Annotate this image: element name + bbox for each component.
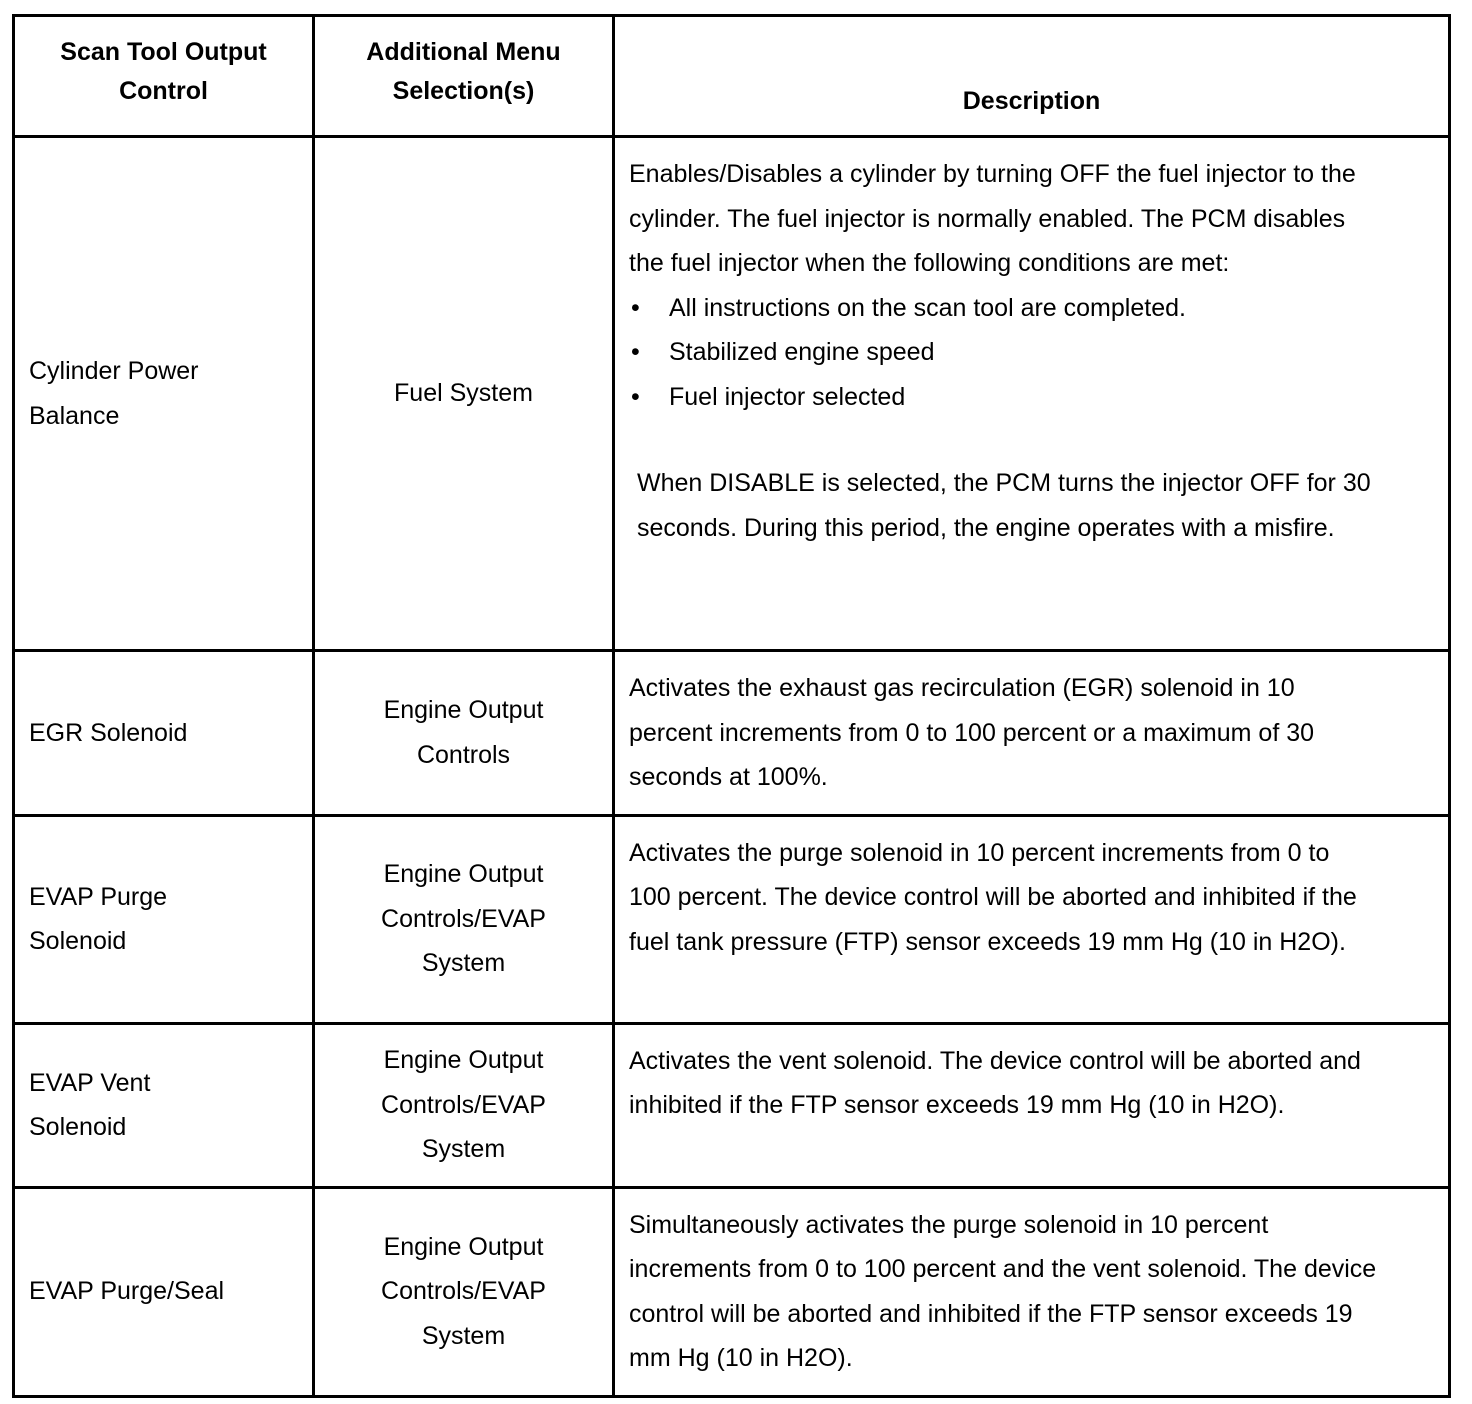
control-cell: EVAP Purge Solenoid (14, 815, 314, 1023)
list-item: • All instructions on the scan tool are completed. (629, 286, 1378, 331)
bullet-icon: • (631, 293, 640, 322)
description-cell: Activates the purge solenoid in 10 percent increments from 0 to 100 percent. The device control will be aborted and inhibited if the fuel tank pressure (FTP) sensor exceeds 19 mm Hg (10 in H2O). (614, 815, 1450, 1023)
output-controls-table (12, 14, 1451, 1398)
header-menu: Additional Menu Selection(s) (314, 16, 614, 137)
menu-cell: Fuel System (314, 137, 614, 651)
table-row (14, 651, 1450, 816)
description-cell: Activates the exhaust gas recirculation (EGR) solenoid in 10 percent increments from 0 to 100 percent or a maximum of 30 seconds at 100%. (614, 651, 1450, 816)
menu-cell: Engine Output Controls/EVAP System (314, 1187, 614, 1396)
bullet-icon: • (631, 338, 640, 366)
control-cell: EGR Solenoid (14, 651, 314, 816)
description-cell: Simultaneously activates the purge solenoid in 10 percent increments from 0 to 100 percent and the vent solenoid. The device control will be aborted and inhibited if the FTP sensor exceeds 19 mm Hg (10 in H2O). (614, 1187, 1450, 1396)
description-cell: Activates the vent solenoid. The device control will be aborted and inhibited if the FTP sensor exceeds 19 mm Hg (10 in H2O). (614, 1023, 1450, 1187)
description-intro: Enables/Disables a cylinder by turning OFF the fuel injector to the cylinder. The fuel injector is normally enabled. The PCM disables the fuel injector when the following conditions are met: (629, 160, 1356, 277)
table-row (14, 1023, 1450, 1187)
menu-cell: Engine Output Controls/EVAP System (314, 815, 614, 1023)
header-row (14, 16, 1450, 137)
description-note: When DISABLE is selected, the PCM turns the injector OFF for 30 seconds. During this period, the engine operates with a misfire. (637, 469, 1371, 542)
condition-list (629, 286, 1378, 420)
control-cell: EVAP Purge/Seal (14, 1187, 314, 1396)
table-row (14, 815, 1450, 1023)
control-cell: EVAP Vent Solenoid (14, 1023, 314, 1187)
description-cell (614, 137, 1450, 651)
table-row (14, 1187, 1450, 1396)
list-item: • Stabilized engine speed (629, 330, 1378, 375)
menu-cell: Engine Output Controls/EVAP System (314, 1023, 614, 1187)
menu-cell: Engine Output Controls (314, 651, 614, 816)
list-item: • Fuel injector selected (629, 375, 1378, 420)
control-cell: Cylinder Power Balance (14, 137, 314, 651)
bullet-icon: • (631, 382, 640, 411)
table-row (14, 137, 1450, 651)
header-description: Description (614, 16, 1450, 137)
header-control: Scan Tool Output Control (14, 16, 314, 137)
